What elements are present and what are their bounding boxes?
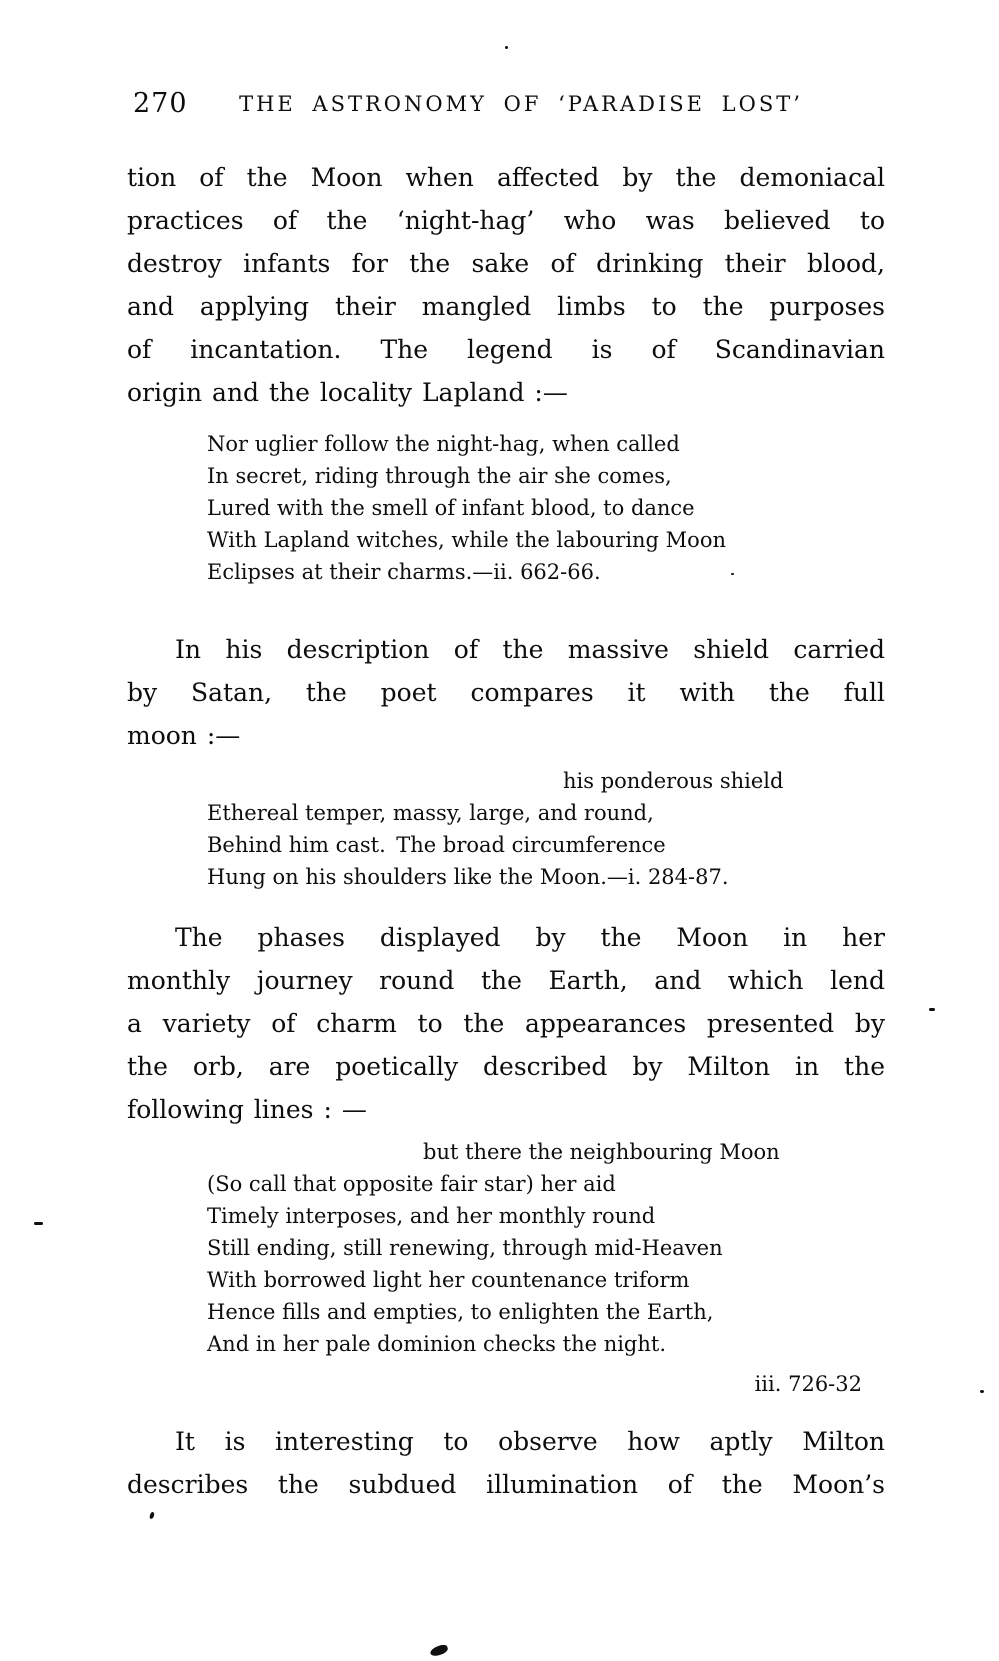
verse-line: With borrowed light her countenance triform (207, 1268, 690, 1292)
body-line: moon :— (127, 721, 241, 750)
body-line: the orb, are poetically described by Milton in the (127, 1052, 885, 1081)
verse-line: In secret, riding through the air she comes, (207, 464, 672, 488)
body-line: practices of the ‘night-hag’ who was believed to (127, 206, 885, 235)
verse-line: Ethereal temper, massy, large, and round, (207, 801, 654, 825)
scan-artifact (34, 1222, 43, 1225)
body-line: following lines : — (127, 1095, 367, 1124)
scan-artifact (149, 1512, 155, 1520)
paragraph-1 (127, 156, 885, 414)
body-line: monthly journey round the Earth, and which lend (127, 966, 885, 995)
scan-artifact (980, 1390, 984, 1393)
body-line: and applying their mangled limbs to the purposes (127, 292, 885, 321)
paragraph-4 (127, 1420, 885, 1506)
body-line: tion of the Moon when affected by the demoniacal (127, 163, 885, 192)
verse-line: Lured with the smell of infant blood, to dance (207, 496, 695, 520)
verse-quote-1 (127, 428, 885, 588)
verse-line: Timely interposes, and her monthly round (207, 1204, 656, 1228)
verse-line: Eclipses at their charms.—ii. 662-66. (207, 560, 601, 584)
page-number: 270 (133, 88, 188, 119)
verse-line: Hence fills and empties, to enlighten the Earth, (207, 1300, 714, 1324)
body-line: It is interesting to observe how aptly Milton (175, 1427, 885, 1456)
verse-line: Still ending, still renewing, through mid-Heaven (207, 1236, 723, 1260)
quote-attribution (127, 1368, 885, 1400)
verse-line: but there the neighbouring Moon (423, 1140, 780, 1164)
scan-artifact (505, 46, 508, 49)
body-line: by Satan, the poet compares it with the full (127, 678, 885, 707)
verse-line: Hung on his shoulders like the Moon.—i. 284-87. (207, 865, 729, 889)
body-line: destroy infants for the sake of drinking their blood, (127, 249, 885, 278)
verse-quote-3 (127, 1136, 885, 1360)
body-line: a variety of charm to the appearances presented by (127, 1009, 885, 1038)
body-line: origin and the locality Lapland :— (127, 378, 568, 407)
verse-line: And in her pale dominion checks the night. (207, 1332, 667, 1356)
body-line: In his description of the massive shield carried (175, 635, 885, 664)
verse-line: (So call that opposite fair star) her aid (207, 1172, 616, 1196)
paragraph-2 (127, 628, 885, 757)
body-line: describes the subdued illumination of the Moon’s (127, 1470, 885, 1499)
quote-citation: iii. 726-32 (754, 1372, 862, 1396)
running-title: THE ASTRONOMY OF ‘PARADISE LOST’ (239, 92, 803, 116)
verse-line: Behind him cast. The broad circumference (207, 833, 666, 857)
paragraph-3 (127, 916, 885, 1131)
verse-line: Nor uglier follow the night-hag, when called (207, 432, 680, 456)
page-header (127, 88, 885, 122)
verse-quote-2 (127, 765, 885, 893)
verse-line: his ponderous shield (563, 769, 784, 793)
scan-artifact (929, 1008, 935, 1011)
verse-line: With Lapland witches, while the labouring Moon (207, 528, 726, 552)
body-line: of incantation. The legend is of Scandinavian (127, 335, 885, 364)
body-line: The phases displayed by the Moon in her (175, 923, 885, 952)
scan-artifact (731, 573, 734, 575)
scan-artifact (429, 1643, 449, 1657)
